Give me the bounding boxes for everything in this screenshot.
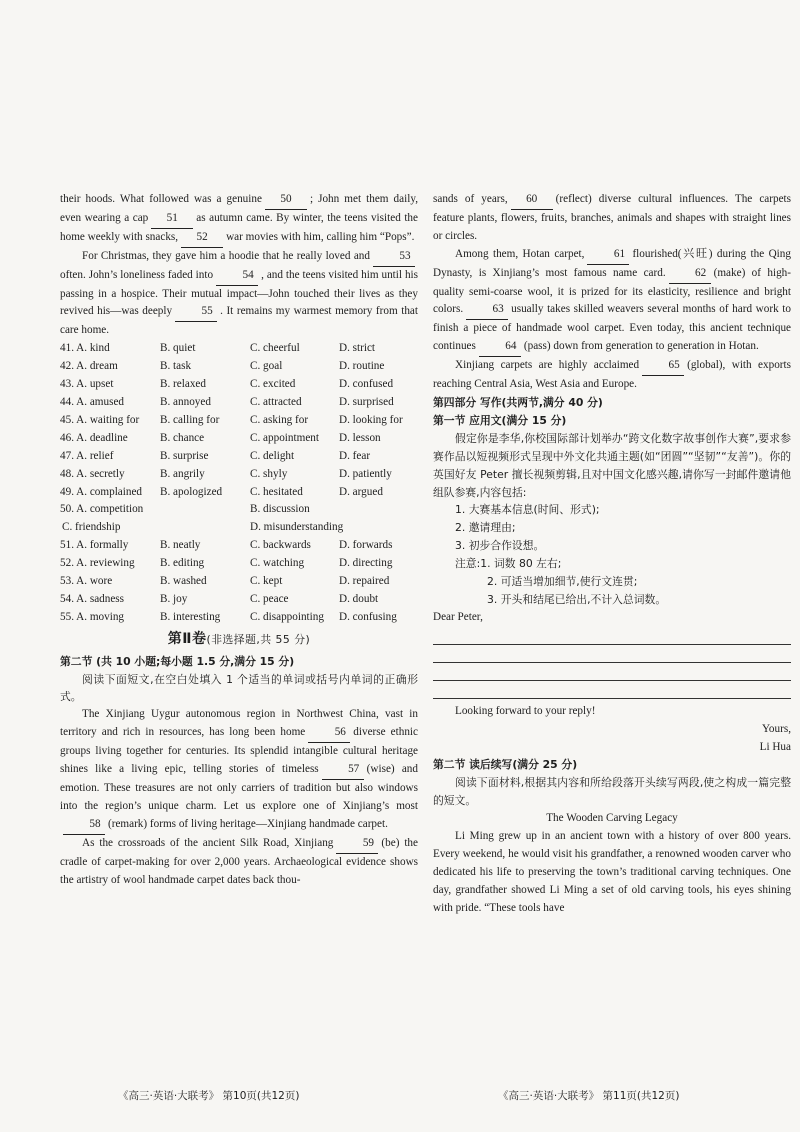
section-2-instructions: 阅读下面短文,在空白处填入 1 个适当的单词或括号内单词的正确形式。 [60,672,418,704]
option-row-51: 51. A. formally B. neatly C. backwards D. forwards [60,539,393,552]
story-text: Li Ming grew up in an ancient town with a history of over 800 years. Every weekend, he would visit his grandfather, a renowned wooden carver who dedicated his life to preserving the town’s traditional carving techniques. One day, grandfather showed Li Ming a set of old carving tools, his eyes shining with pride. “These tools have [433,830,791,914]
option-row-49: 49. A. complained B. apologized C. hesitated D. argued [60,485,383,498]
writing-section-2-instructions: 阅读下面材料,根据其内容和所给段落开头续写两段,使之构成一篇完整的短文。 [433,776,791,808]
letter-closing: Looking forward to your reply! [455,704,596,717]
blank-61[interactable]: 61 [587,246,629,265]
blank-57[interactable]: 57 [322,761,364,780]
blank-51[interactable]: 51 [151,210,193,229]
option-row-41: 41. A. kind B. quiet C. cheerful D. strict [60,342,376,355]
option-row-46: 46. A. deadline B. chance C. appointment D. lesson [60,431,381,444]
writing-line[interactable] [433,681,791,699]
part-4-heading: 第四部分 写作(共两节,满分 40 分) [433,395,603,409]
passage-para-5: sands of years, 60 (reflect) diverse cultural influences. The carpets feature plants, flowers, fruits, branches, animals and shapes with straight lines or circles. [433,193,791,242]
passage-para-7: Xinjiang carpets are highly acclaimed 65 (global), with exports reaching Central Asia, West Asia and Europe. [433,359,791,391]
passage-para-1: their hoods. What followed was a genuine 50 ; John met them daily, even wearing a cap 51 as autumn came. By winter, the teens visited the home weekly with snacks, 52 war movies with him, calling him “Pops”. [60,191,418,248]
note-item: 2. 可适当增加细节,使行文连贯; [487,575,638,589]
left-column [60,191,418,889]
footer-page-10: 《高三·英语·大联考》 第10页(共12页) [118,1090,300,1102]
writing-section-1-heading: 第一节 应用文(满分 15 分) [433,413,567,427]
option-row-47: 47. A. relief B. surprise C. delight D. fear [60,449,371,462]
options-list [60,340,418,627]
blank-55[interactable]: 55 [175,303,217,322]
option-row-53: 53. A. wore B. washed C. kept D. repaired [60,575,390,588]
option-row-48: 48. A. secretly B. angrily C. shyly D. patiently [60,467,392,480]
option-row-43: 43. A. upset B. relaxed C. excited D. confused [60,378,394,391]
requirement-item: 2. 邀请理由; [455,521,516,535]
option-row-50b: C. friendship D. misunderstanding [62,521,344,534]
blank-50[interactable]: 50 [265,191,307,210]
letter-sign-name: Li Hua [759,740,791,753]
blank-65[interactable]: 65 [642,357,684,376]
blank-62[interactable]: 62 [669,265,711,284]
letter-sign-yours: Yours, [761,722,791,735]
passage-para-6: Among them, Hotan carpet, 61 flourished(兴旺) during the Qing Dynasty, is Xinjiang’s most famous name card. 62 (make) of high-quality semi-coarse wool, it is prized for its elasticity, resilience and bright colors. 63 usually takes skilled weavers several months of hard work to finish a piece of handmade wool carpet. Even today, this ancient technique continues 64 (pass) down from generation to generation in Hotan. [433,246,791,357]
blank-63[interactable]: 63 [466,301,508,320]
footer-page-11: 《高三·英语·大联考》 第11页(共12页) [498,1090,680,1102]
option-row-42: 42. A. dream B. task C. goal D. routine [60,360,385,373]
note-item: 3. 开头和结尾已给出,不计入总词数。 [487,592,667,606]
blank-64[interactable]: 64 [479,338,521,357]
option-row-52: 52. A. reviewing B. editing C. watching D. directing [60,557,393,570]
section-2-heading: 第二节 (共 10 小题;每小题 1.5 分,满分 15 分) [60,654,295,668]
blank-53[interactable]: 53 [373,248,415,267]
writing-section-2-heading: 第二节 读后续写(满分 25 分) [433,758,578,772]
passage-para-3: The Xinjiang Uygur autonomous region in Northwest China, vast in territory and rich in resources, has long been home 56 diverse ethnic groups living together for centuries. Its splendid intangible cultural heritage shines like a living epic, telling stories of timeless 57 (wise) and emotion. These treasures are not only carriers of tradition but also windows into the region’s unique charm. Let us explore one of Xinjiang’s most58 (remark) forms of living heritage—Xinjiang handmade carpet. [60,706,418,834]
right-column [433,191,791,918]
option-row-55: 55. A. moving B. interesting C. disappointing D. confusing [60,610,397,623]
writing-section-1-instructions: 假定你是李华,你校国际部计划举办“跨文化数字故事创作大赛”,要求参赛作品以短视频形式呈现中外文化共通主题(如“团圆”“坚韧”“友善”)。你的英国好友 Peter 擅长视频剪辑,且对中国文化感兴趣,请你写一封邮件邀请他组队参赛,内容包括: [433,431,791,499]
requirement-item: 3. 初步合作设想。 [455,539,545,553]
writing-line[interactable] [433,663,791,681]
part-2-title: 第Ⅱ卷(非选择题,共 55 分) [167,630,311,647]
note-item: 注意:1. 词数 80 左右; [455,557,562,571]
option-row-54: 54. A. sadness B. joy C. peace D. doubt [60,592,379,605]
option-row-45: 45. A. waiting for B. calling for C. asking for D. looking for [60,413,403,426]
letter-greeting: Dear Peter, [433,610,483,623]
passage-para-4: As the crossroads of the ancient Silk Road, Xinjiang 59 (be) the cradle of carpet-making for over 2,000 years. Archaeological evidence shows the artistry of wool handmade carpet dates back thou- [60,836,418,886]
blank-54[interactable]: 54 [216,267,258,286]
option-row-44: 44. A. amused B. annoyed C. attracted D. surprised [60,395,394,408]
blank-60[interactable]: 60 [511,191,553,210]
writing-line[interactable] [433,627,791,645]
blank-56[interactable]: 56 [308,724,350,743]
blank-59[interactable]: 59 [336,835,378,854]
writing-line[interactable] [433,645,791,663]
story-title: The Wooden Carving Legacy [546,812,678,825]
requirement-item: 1. 大赛基本信息(时间、形式); [455,503,600,517]
passage-para-2: For Christmas, they gave him a hoodie that he really loved and 53often. John’s loneliness faded into 54 , and the teens visited him until his passing in a hospice. Their mutual impact—John touched their lives as they revived his—was deeply 55 . It remains my warmest memory from that care home. [60,249,418,337]
blank-52[interactable]: 52 [181,229,223,248]
writing-lines[interactable] [433,627,791,699]
option-row-50a: 50. A. competition B. discussion [60,503,310,516]
blank-58[interactable]: 58 [63,816,105,835]
